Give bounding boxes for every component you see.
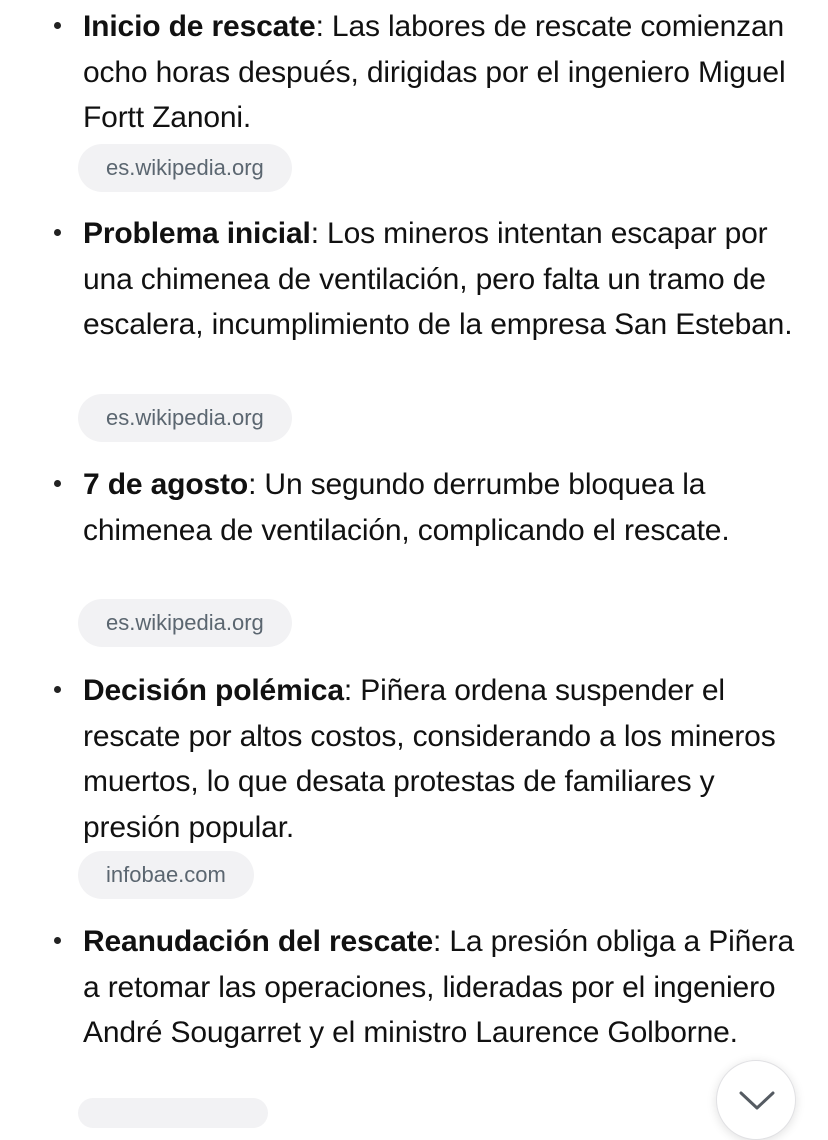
list-item-description: : La presión obliga a Piñera a retomar las operaciones, lideradas por el ingeniero André Sougarret y el ministro Laurence Golborne.: [83, 925, 795, 1049]
list-item-description: : Piñera ordena suspender el rescate por altos costos, considerando a los mineros muertos, lo que desata protestas de familiares y presión popular.: [83, 674, 776, 844]
list-item-description: : Las labores de rescate comienzan ocho horas después, dirigidas por el ingeniero Miguel Fortt Zanoni.: [83, 10, 786, 134]
list-item-term: Problema inicial: [83, 217, 311, 250]
list-item-text: [83, 211, 813, 348]
bullet-icon: [54, 22, 61, 29]
source-link[interactable]: es.wikipedia.org: [78, 599, 292, 647]
list-item-term: Reanudación del rescate: [83, 925, 434, 958]
list-item-description: : Un segundo derrumbe bloquea la chimenea de ventilación, complicando el rescate.: [83, 468, 730, 547]
chevron-down-icon: [739, 1091, 775, 1111]
scroll-down-button[interactable]: [716, 1060, 796, 1140]
source-link[interactable]: infobae.com: [78, 851, 254, 899]
list-item-text: [83, 462, 813, 553]
list-item-text: [83, 4, 813, 141]
bullet-icon: [54, 480, 61, 487]
source-link[interactable]: es.wikipedia.org: [78, 394, 292, 442]
bullet-icon: [54, 937, 61, 944]
list-item-term: Decisión polémica: [83, 674, 344, 707]
list-item-text: [83, 919, 813, 1056]
list-item-text: [83, 668, 813, 850]
list-item-description: : Los mineros intentan escapar por una chimenea de ventilación, pero falta un tramo de escalera, incumplimiento de la empresa San Esteban.: [83, 217, 793, 341]
bullet-icon: [54, 686, 61, 693]
source-link[interactable]: es.wikipedia.org: [78, 144, 292, 192]
list-item-term: 7 de agosto: [83, 468, 249, 501]
list-item-term: Inicio de rescate: [83, 10, 316, 43]
bullet-icon: [54, 229, 61, 236]
source-link-partial[interactable]: [78, 1098, 268, 1128]
